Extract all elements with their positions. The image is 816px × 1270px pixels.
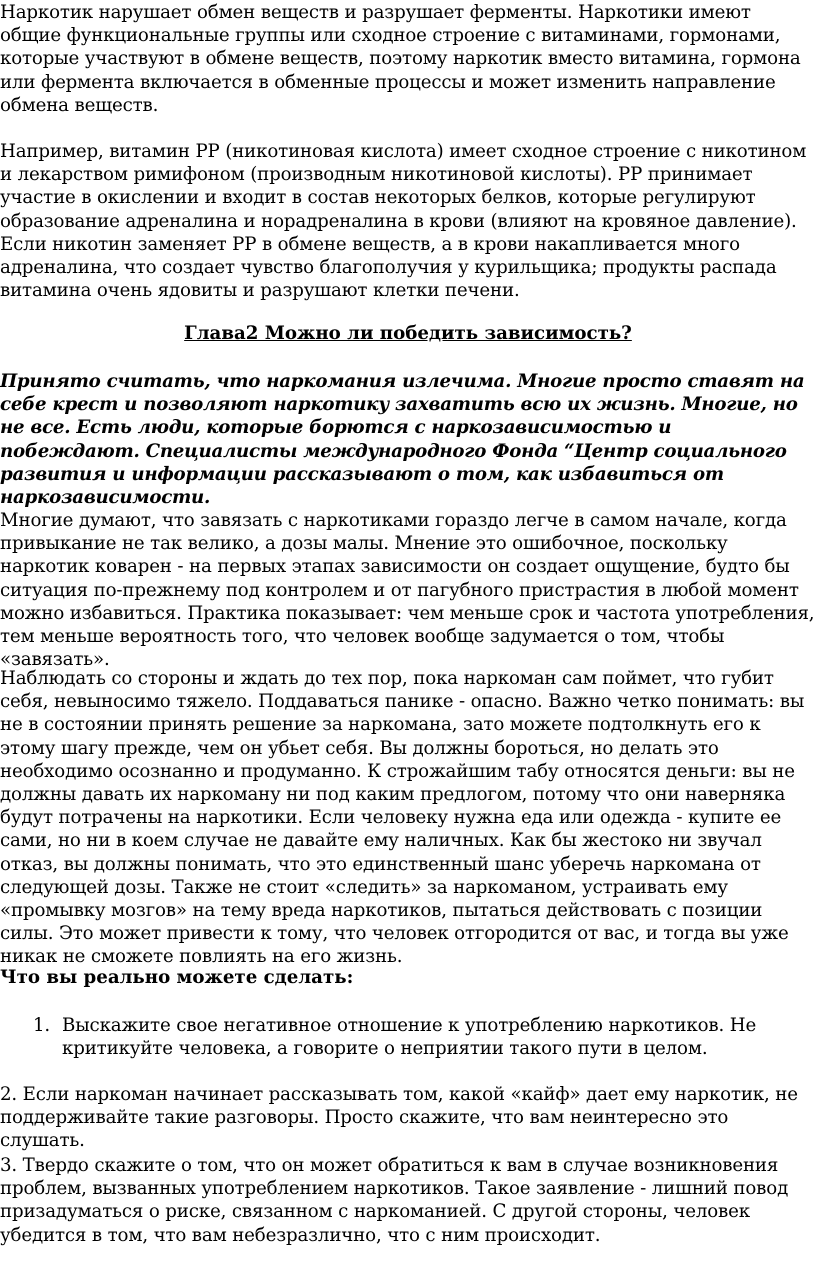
paragraph-metabolism: Наркотик нарушает обмен веществ и разрушает ферменты. Наркотики имеют общие функциональные группы или сходное строение с витаминами, гормонами, которые участвуют в обмене веществ, поэтому наркотик вместо витамина, гормона или фермента включается в обменные процессы и может изменить направление обмена веществ. <box>0 2 801 116</box>
paragraph-vitamin-pp: Например, витамин РР (никотиновая кислота) имеет сходное строение с никотином и лекарством римифоном (производным никотиновой кислоты). РР принимает участие в окислении и входит в состав некоторых белков, которые регулируют образование адреналина и норадреналина в крови (влияют на кровяное давление). Если никотин заменяет РР в обмене веществ, а в крови накапливается много адреналина, что создает чувство благополучия у курильщика; продукты распада витамина очень ядовиты и разрушают клетки печени. <box>0 141 807 302</box>
section-subheading: Что вы реально можете сделать: <box>0 967 354 988</box>
paragraph-advice-3: 3. Твердо скажите о том, что он может обратиться к вам в случае возникновения проблем, вызванных употреблением наркотиков. Такое заявление - лишний повод призадуматься о риске, связанном с наркоманией. С другой стороны, человек убедится в том, что вам небезразлично, что с ним происходит. <box>0 1155 789 1246</box>
list-item <box>0 1014 816 1060</box>
paragraph-advice-2: 2. Если наркоман начинает рассказывать том, какой «кайф» дает ему наркотик, не поддерживайте такие разговоры. Просто скажите, что вам неинтересно это слушать. <box>0 1084 798 1152</box>
list-item-number: 1. <box>33 1015 51 1036</box>
paragraph-misconception: Многие думают, что завязать с наркотиками гораздо легче в самом начале, когда привыкание не так велико, а дозы малы. Мнение это ошибочное, поскольку наркотик коварен - на первых этапах зависимости он создает ощущение, будто бы ситуация по-прежнему под контролем и от пагубного пристрастия в любой момент можно избавиться. Практика показывает: чем меньше срок и частота употребления, тем меньше вероятность того, что человек вообще задумается о том, чтобы «завязать». <box>0 510 815 671</box>
paragraph-observe: Наблюдать со стороны и ждать до тех пор, пока наркоман сам поймет, что губит себя, невыносимо тяжело. Поддаваться панике - опасно. Важно четко понимать: вы не в состоянии принять решение за наркомана, зато можете подтолкнуть его к этому шагу прежде, чем он убьет себя. Вы должны бороться, но делать это необходимо осознанно и продуманно. К строжайшим табу относятся деньги: вы не должны давать их наркоману ни под каким предлогом, потому что они наверняка будут потрачены на наркотики. Если человеку нужна еда или одежда - купите ее сами, но ни в коем случае не давайте ему наличных. Как бы жестоко ни звучал отказ, вы должны понимать, что это единственный шанс уберечь наркомана от следующей дозы. Также не стоит «следить» за наркоманом, устраивать ему «промывку мозгов» на тему вреда наркотиков, пытаться действовать с позиции силы. Это может привести к тому, что человек отгородится от вас, и тогда вы уже никак не сможете повлиять на его жизнь. <box>0 668 805 968</box>
paragraph-emphasis: Принято считать, что наркомания излечима. Многие просто ставят на себе крест и позволяют наркотику захватить всю их жизнь. Многие, но не все. Есть люди, которые борются с наркозависимостью и побеждают. Специалисты международного Фонда “Центр социального развития и информации рассказывают о том, как избавиться от наркозависимости. <box>0 371 805 509</box>
chapter-heading: Глава2 Можно ли победить зависимость? <box>184 323 632 344</box>
list-item-text: Выскажите свое негативное отношение к употреблению наркотиков. Не критикуйте человека, а говорите о неприятии такого пути в целом. <box>62 1015 757 1060</box>
advice-list <box>0 1014 816 1060</box>
